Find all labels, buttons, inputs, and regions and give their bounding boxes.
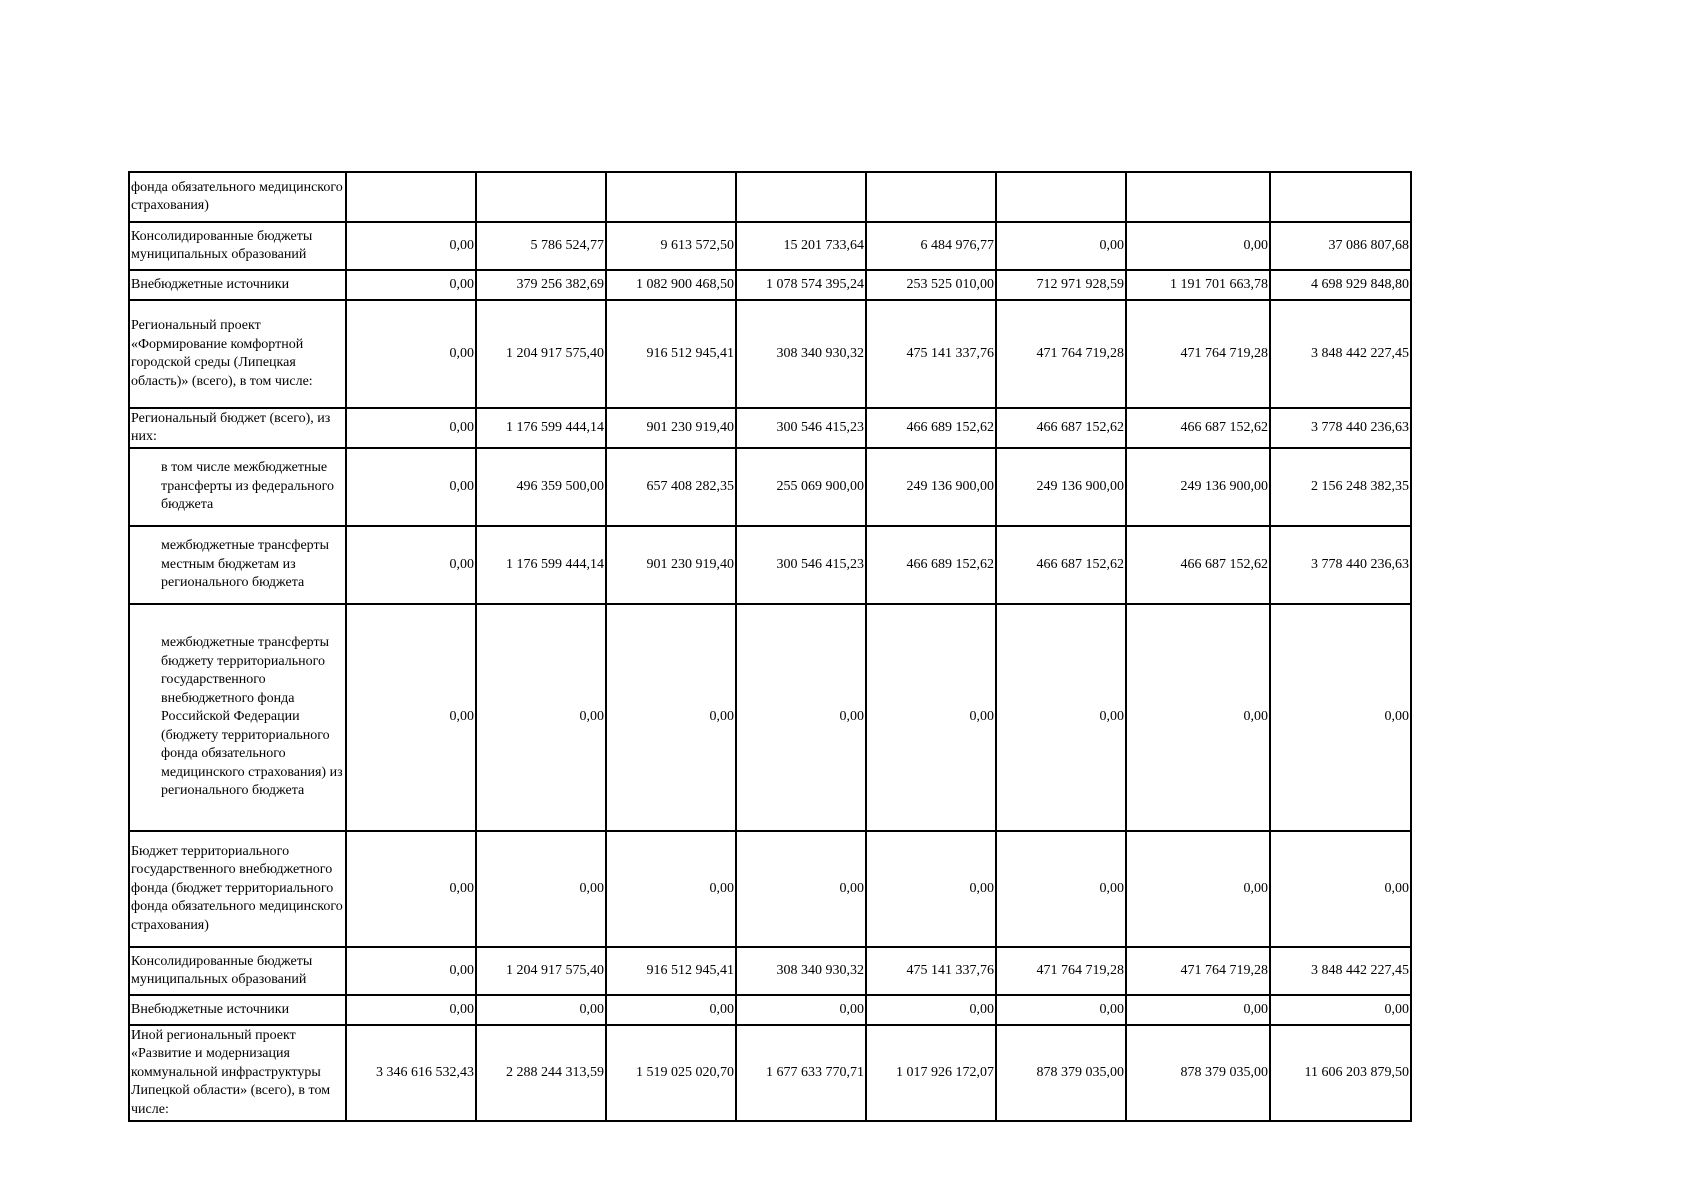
row-label: в том числе межбюджетные трансферты из федерального бюджета bbox=[129, 448, 346, 526]
table-row bbox=[129, 604, 1411, 831]
value-cell: 0,00 bbox=[346, 270, 476, 300]
value-cell: 0,00 bbox=[476, 995, 606, 1025]
value-cell: 308 340 930,32 bbox=[736, 947, 866, 995]
value-cell bbox=[866, 172, 996, 222]
value-cell: 0,00 bbox=[476, 831, 606, 947]
value-cell bbox=[1126, 172, 1270, 222]
table-row bbox=[129, 408, 1411, 448]
value-cell: 0,00 bbox=[866, 831, 996, 947]
value-cell bbox=[476, 172, 606, 222]
value-cell: 901 230 919,40 bbox=[606, 526, 736, 604]
value-cell: 0,00 bbox=[346, 526, 476, 604]
total-cell: 11 606 203 879,50 bbox=[1270, 1025, 1411, 1121]
value-cell: 0,00 bbox=[346, 448, 476, 526]
total-cell bbox=[1270, 172, 1411, 222]
value-cell: 0,00 bbox=[996, 604, 1126, 831]
value-cell: 1 176 599 444,14 bbox=[476, 526, 606, 604]
value-cell: 1 204 917 575,40 bbox=[476, 300, 606, 408]
value-cell: 9 613 572,50 bbox=[606, 222, 736, 270]
value-cell: 300 546 415,23 bbox=[736, 526, 866, 604]
value-cell: 0,00 bbox=[476, 604, 606, 831]
value-cell: 1 677 633 770,71 bbox=[736, 1025, 866, 1121]
value-cell: 466 687 152,62 bbox=[1126, 526, 1270, 604]
value-cell: 0,00 bbox=[346, 604, 476, 831]
table-row bbox=[129, 300, 1411, 408]
value-cell: 878 379 035,00 bbox=[996, 1025, 1126, 1121]
value-cell bbox=[996, 172, 1126, 222]
row-label: Иной региональный проект «Развитие и модернизация коммунальной инфраструктуры Липецкой области» (всего), в том числе: bbox=[129, 1025, 346, 1121]
value-cell bbox=[606, 172, 736, 222]
value-cell: 15 201 733,64 bbox=[736, 222, 866, 270]
row-label: межбюджетные трансферты местным бюджетам из регионального бюджета bbox=[129, 526, 346, 604]
value-cell: 308 340 930,32 bbox=[736, 300, 866, 408]
value-cell: 712 971 928,59 bbox=[996, 270, 1126, 300]
total-cell: 4 698 929 848,80 bbox=[1270, 270, 1411, 300]
value-cell: 1 017 926 172,07 bbox=[866, 1025, 996, 1121]
value-cell: 916 512 945,41 bbox=[606, 947, 736, 995]
value-cell: 2 288 244 313,59 bbox=[476, 1025, 606, 1121]
total-cell: 2 156 248 382,35 bbox=[1270, 448, 1411, 526]
value-cell: 0,00 bbox=[736, 995, 866, 1025]
value-cell: 466 689 152,62 bbox=[866, 408, 996, 448]
value-cell: 379 256 382,69 bbox=[476, 270, 606, 300]
value-cell: 0,00 bbox=[1126, 995, 1270, 1025]
budget-table bbox=[128, 171, 1412, 1122]
table-row bbox=[129, 1025, 1411, 1121]
value-cell: 475 141 337,76 bbox=[866, 300, 996, 408]
value-cell: 255 069 900,00 bbox=[736, 448, 866, 526]
value-cell: 1 176 599 444,14 bbox=[476, 408, 606, 448]
table-row bbox=[129, 222, 1411, 270]
value-cell: 0,00 bbox=[866, 604, 996, 831]
value-cell: 466 687 152,62 bbox=[996, 408, 1126, 448]
value-cell: 249 136 900,00 bbox=[996, 448, 1126, 526]
value-cell: 0,00 bbox=[346, 300, 476, 408]
total-cell: 0,00 bbox=[1270, 604, 1411, 831]
row-label: Бюджет территориального государственного внебюджетного фонда (бюджет территориального фонда обязательного медицинского страхования) bbox=[129, 831, 346, 947]
total-cell: 3 778 440 236,63 bbox=[1270, 526, 1411, 604]
row-label: Внебюджетные источники bbox=[129, 995, 346, 1025]
value-cell: 0,00 bbox=[1126, 604, 1270, 831]
value-cell: 0,00 bbox=[996, 831, 1126, 947]
total-cell: 3 848 442 227,45 bbox=[1270, 947, 1411, 995]
table-row bbox=[129, 947, 1411, 995]
value-cell: 475 141 337,76 bbox=[866, 947, 996, 995]
value-cell: 471 764 719,28 bbox=[1126, 947, 1270, 995]
row-label: фонда обязательного медицинского страхования) bbox=[129, 172, 346, 222]
value-cell bbox=[736, 172, 866, 222]
row-label: Внебюджетные источники bbox=[129, 270, 346, 300]
value-cell: 878 379 035,00 bbox=[1126, 1025, 1270, 1121]
value-cell: 0,00 bbox=[346, 831, 476, 947]
row-label: Региональный бюджет (всего), из них: bbox=[129, 408, 346, 448]
value-cell: 249 136 900,00 bbox=[1126, 448, 1270, 526]
value-cell: 471 764 719,28 bbox=[996, 300, 1126, 408]
value-cell: 1 191 701 663,78 bbox=[1126, 270, 1270, 300]
table-row bbox=[129, 526, 1411, 604]
value-cell: 471 764 719,28 bbox=[1126, 300, 1270, 408]
row-label: межбюджетные трансферты бюджету территориального государственного внебюджетного фонда Российской Федерации (бюджету территориального фонда обязательного медицинского страхования) из регионального бюджета bbox=[129, 604, 346, 831]
table-row bbox=[129, 448, 1411, 526]
value-cell: 0,00 bbox=[346, 408, 476, 448]
value-cell: 0,00 bbox=[996, 222, 1126, 270]
value-cell: 466 687 152,62 bbox=[1126, 408, 1270, 448]
total-cell: 3 778 440 236,63 bbox=[1270, 408, 1411, 448]
value-cell: 0,00 bbox=[1126, 222, 1270, 270]
table-row bbox=[129, 172, 1411, 222]
value-cell: 901 230 919,40 bbox=[606, 408, 736, 448]
value-cell: 1 519 025 020,70 bbox=[606, 1025, 736, 1121]
value-cell: 0,00 bbox=[346, 947, 476, 995]
value-cell: 1 204 917 575,40 bbox=[476, 947, 606, 995]
value-cell: 0,00 bbox=[736, 831, 866, 947]
total-cell: 37 086 807,68 bbox=[1270, 222, 1411, 270]
value-cell: 0,00 bbox=[346, 995, 476, 1025]
value-cell: 5 786 524,77 bbox=[476, 222, 606, 270]
total-cell: 0,00 bbox=[1270, 831, 1411, 947]
value-cell: 0,00 bbox=[996, 995, 1126, 1025]
value-cell: 916 512 945,41 bbox=[606, 300, 736, 408]
row-label: Консолидированные бюджеты муниципальных образований bbox=[129, 222, 346, 270]
value-cell: 0,00 bbox=[346, 222, 476, 270]
value-cell: 657 408 282,35 bbox=[606, 448, 736, 526]
value-cell: 466 689 152,62 bbox=[866, 526, 996, 604]
value-cell: 3 346 616 532,43 bbox=[346, 1025, 476, 1121]
document-page bbox=[128, 171, 1412, 1122]
row-label: Консолидированные бюджеты муниципальных образований bbox=[129, 947, 346, 995]
value-cell bbox=[346, 172, 476, 222]
value-cell: 0,00 bbox=[1126, 831, 1270, 947]
value-cell: 1 078 574 395,24 bbox=[736, 270, 866, 300]
value-cell: 0,00 bbox=[866, 995, 996, 1025]
value-cell: 0,00 bbox=[606, 995, 736, 1025]
value-cell: 496 359 500,00 bbox=[476, 448, 606, 526]
total-cell: 3 848 442 227,45 bbox=[1270, 300, 1411, 408]
value-cell: 253 525 010,00 bbox=[866, 270, 996, 300]
table-row bbox=[129, 270, 1411, 300]
total-cell: 0,00 bbox=[1270, 995, 1411, 1025]
value-cell: 1 082 900 468,50 bbox=[606, 270, 736, 300]
value-cell: 0,00 bbox=[736, 604, 866, 831]
value-cell: 471 764 719,28 bbox=[996, 947, 1126, 995]
value-cell: 0,00 bbox=[606, 604, 736, 831]
row-label: Региональный проект «Формирование комфортной городской среды (Липецкая область)» (всего), в том числе: bbox=[129, 300, 346, 408]
table-row bbox=[129, 995, 1411, 1025]
value-cell: 6 484 976,77 bbox=[866, 222, 996, 270]
value-cell: 300 546 415,23 bbox=[736, 408, 866, 448]
table-row bbox=[129, 831, 1411, 947]
value-cell: 249 136 900,00 bbox=[866, 448, 996, 526]
value-cell: 0,00 bbox=[606, 831, 736, 947]
value-cell: 466 687 152,62 bbox=[996, 526, 1126, 604]
